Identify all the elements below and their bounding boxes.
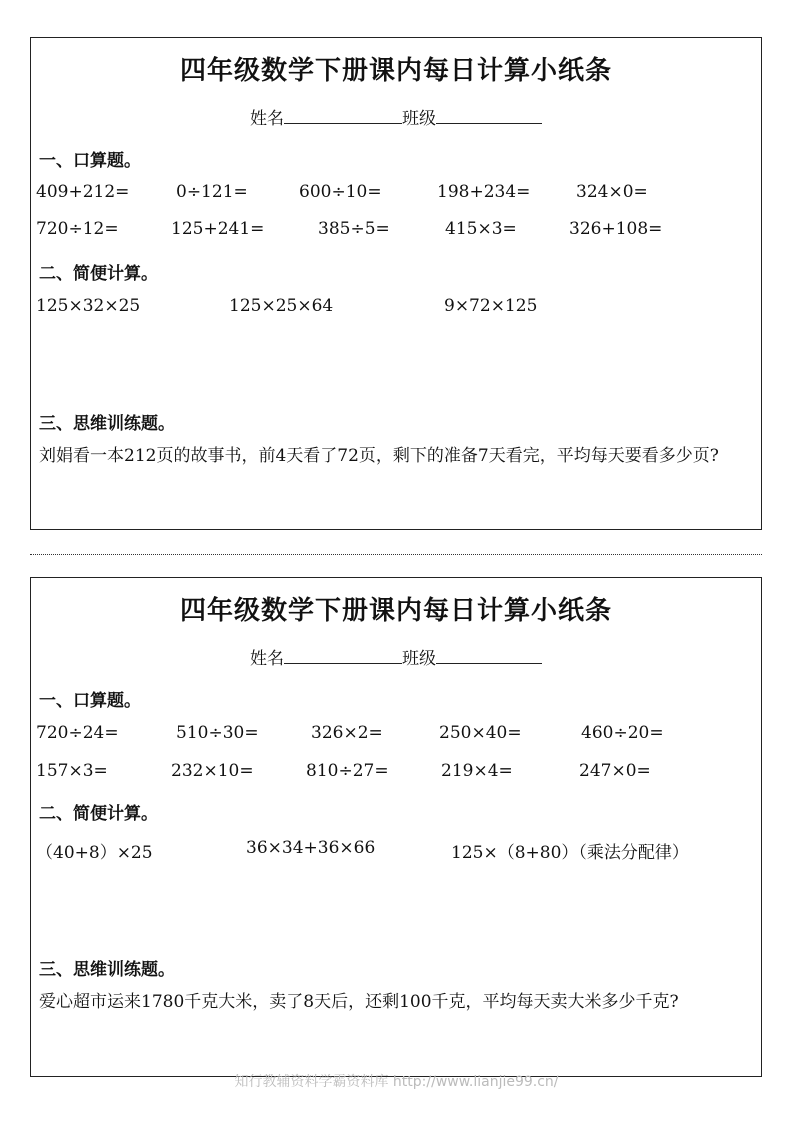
- oral-problem: 409+212=: [36, 182, 130, 202]
- word-problem: 刘娟看一本212页的故事书，前4天看了72页，剩下的准备7天看完，平均每天要看多少页?: [39, 446, 719, 466]
- oral-problem: 324×0=: [576, 182, 648, 202]
- class-blank[interactable]: [436, 107, 542, 124]
- oral-problem: 232×10=: [171, 761, 254, 781]
- worksheet-card-1: [30, 37, 762, 530]
- oral-problem: 247×0=: [579, 761, 651, 781]
- class-blank[interactable]: [436, 647, 542, 664]
- oral-problem: 600÷10=: [299, 182, 382, 202]
- cut-line-divider: [30, 554, 762, 555]
- simple-problem: （40+8）×25: [36, 843, 153, 863]
- oral-problem: 219×4=: [441, 761, 513, 781]
- oral-problem: 326+108=: [569, 219, 663, 239]
- worksheet-title: 四年级数学下册课内每日计算小纸条: [179, 596, 612, 626]
- oral-problem: 125+241=: [171, 219, 265, 239]
- section-simple-heading: 二、简便计算。: [39, 264, 158, 284]
- section-thinking-heading: 三、思维训练题。: [39, 414, 175, 434]
- oral-problem: 460÷20=: [581, 723, 664, 743]
- oral-problem: 510÷30=: [176, 723, 259, 743]
- simple-problem: 125×（8+80）（乘法分配律）: [451, 843, 689, 863]
- oral-problem: 415×3=: [445, 219, 517, 239]
- oral-problem: 720÷12=: [36, 219, 119, 239]
- simple-problem: 125×32×25: [36, 296, 141, 316]
- oral-problem: 0÷121=: [176, 182, 248, 202]
- name-class-row: [31, 644, 761, 669]
- simple-problem: 36×34+36×66: [246, 838, 376, 858]
- class-label: 班级: [402, 649, 436, 669]
- name-label: 姓名: [250, 109, 284, 129]
- section-oral-heading: 一、口算题。: [39, 151, 141, 171]
- simple-problem: 9×72×125: [444, 296, 538, 316]
- oral-problem: 326×2=: [311, 723, 383, 743]
- oral-problem: 720÷24=: [36, 723, 119, 743]
- word-problem: 爱心超市运来1780千克大米，卖了8天后，还剩100千克，平均每天卖大米多少千克?: [39, 992, 679, 1012]
- footer-watermark: 知行教辅资料学霸资料库 http://www.lianjie99.cn/: [234, 1074, 559, 1090]
- name-class-row: [31, 104, 761, 129]
- name-blank[interactable]: [284, 647, 402, 664]
- simple-problem: 125×25×64: [229, 296, 334, 316]
- oral-problem: 157×3=: [36, 761, 108, 781]
- class-label: 班级: [402, 109, 436, 129]
- name-label: 姓名: [250, 649, 284, 669]
- worksheet-card-2: [30, 577, 762, 1077]
- oral-problem: 250×40=: [439, 723, 522, 743]
- section-simple-heading: 二、简便计算。: [39, 804, 158, 824]
- oral-problem: 198+234=: [437, 182, 531, 202]
- section-thinking-heading: 三、思维训练题。: [39, 960, 175, 980]
- worksheet-title: 四年级数学下册课内每日计算小纸条: [179, 56, 612, 86]
- name-blank[interactable]: [284, 107, 402, 124]
- oral-problem: 385÷5=: [318, 219, 390, 239]
- section-oral-heading: 一、口算题。: [39, 691, 141, 711]
- oral-problem: 810÷27=: [306, 761, 389, 781]
